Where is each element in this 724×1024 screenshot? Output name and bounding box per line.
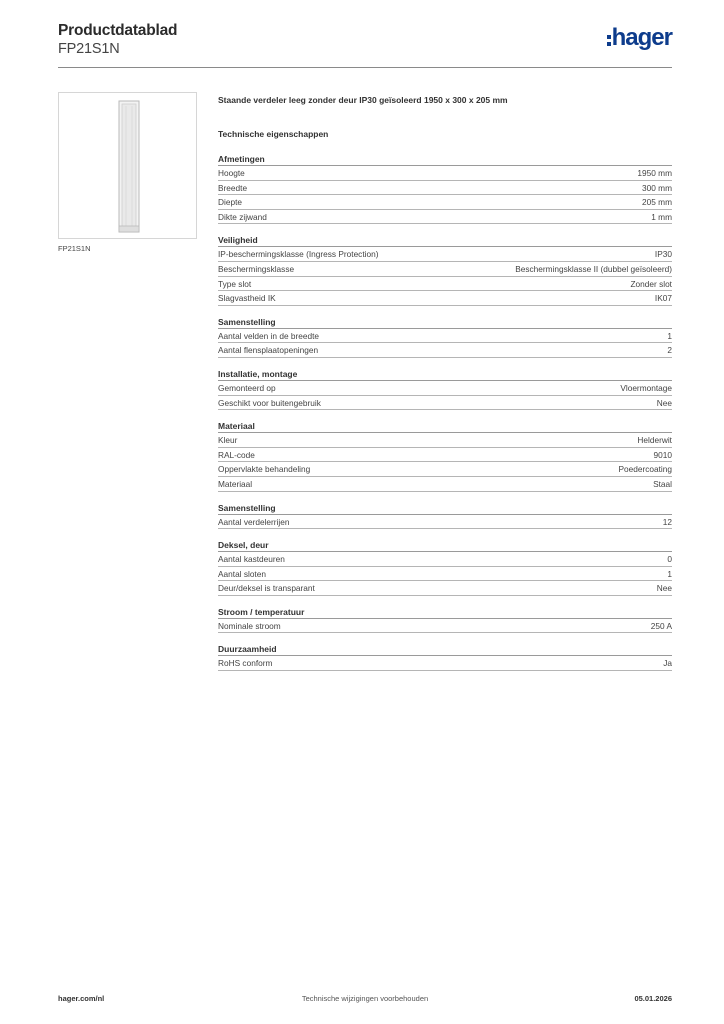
spec-group [218, 235, 672, 305]
spec-group-title: Materiaal [218, 421, 672, 433]
spec-label: Aantal velden in de breedte [218, 330, 320, 341]
spec-row [218, 247, 672, 262]
spec-label: Beschermingsklasse [218, 263, 295, 274]
spec-group [218, 607, 672, 634]
spec-row [218, 656, 672, 671]
spec-value: 300 mm [642, 182, 672, 193]
spec-label: Aantal kastdeuren [218, 554, 285, 565]
spec-value: 205 mm [642, 197, 672, 208]
spec-value: IK07 [654, 293, 672, 304]
spec-value: IP30 [654, 249, 672, 260]
spec-label: Aantal sloten [218, 568, 266, 579]
spec-row [218, 396, 672, 411]
spec-label: Gemonteerd op [218, 382, 276, 393]
spec-row [218, 448, 672, 463]
spec-value: Zonder slot [630, 278, 672, 289]
spec-value: Helderwit [637, 435, 672, 446]
spec-value: Poedercoating [618, 464, 672, 475]
spec-group-title: Installatie, montage [218, 369, 672, 381]
spec-label: IP-beschermingsklasse (Ingress Protection) [218, 249, 379, 260]
logo-dots-icon [607, 35, 611, 46]
spec-row [218, 262, 672, 277]
spec-value: Vloermontage [620, 382, 672, 393]
spec-value: 1 [667, 330, 672, 341]
spec-value: 12 [662, 516, 672, 527]
spec-group-title: Duurzaamheid [218, 644, 672, 656]
spec-label: Breedte [218, 182, 248, 193]
page-header [58, 22, 672, 68]
spec-group [218, 503, 672, 530]
spec-label: Dikte zijwand [218, 211, 267, 222]
section-technical: Technische eigenschappen [218, 129, 329, 139]
spec-value: 9010 [653, 449, 672, 460]
product-code: FP21S1N [58, 41, 120, 57]
spec-group-title: Samenstelling [218, 503, 672, 515]
spec-row [218, 291, 672, 306]
image-caption: FP21S1N [58, 244, 91, 253]
spec-row [218, 343, 672, 358]
spec-row [218, 166, 672, 181]
spec-row [218, 181, 672, 196]
spec-value: Ja [663, 658, 672, 669]
spec-group [218, 317, 672, 358]
spec-group [218, 154, 672, 224]
spec-group [218, 369, 672, 410]
spec-value: Nee [656, 397, 672, 408]
spec-group [218, 644, 672, 671]
spec-value: Staal [653, 478, 672, 489]
spec-value: 1950 mm [637, 168, 672, 178]
spec-row [218, 567, 672, 582]
spec-row [218, 329, 672, 344]
spec-group [218, 540, 672, 596]
spec-row [218, 433, 672, 448]
spec-content [218, 95, 672, 671]
spec-label: Aantal verdelerrijen [218, 516, 290, 527]
spec-label: RoHS conform [218, 658, 273, 669]
spec-group-title: Deksel, deur [218, 540, 672, 552]
footer-date: 05.01.2026 [634, 994, 672, 1003]
product-image [58, 92, 197, 239]
spec-label: Kleur [218, 435, 238, 446]
hager-logo [607, 26, 672, 50]
spec-label: Hoogte [218, 168, 245, 178]
spec-value: 2 [667, 345, 672, 356]
spec-group-title: Stroom / temperatuur [218, 607, 672, 619]
spec-value: 1 [667, 568, 672, 579]
footer-website[interactable]: hager.com/nl [58, 994, 105, 1003]
spec-label: Geschikt voor buitengebruik [218, 397, 321, 408]
spec-label: Aantal flensplaatopeningen [218, 345, 319, 356]
spec-groups [218, 154, 672, 671]
spec-label: Diepte [218, 197, 242, 208]
spec-group [218, 421, 672, 491]
spec-row [218, 195, 672, 210]
spec-label: Oppervlakte behandeling [218, 464, 311, 475]
spec-group-title: Afmetingen [218, 154, 672, 166]
spec-value: 250 A [650, 620, 672, 631]
spec-row [218, 619, 672, 634]
spec-row [218, 581, 672, 596]
spec-group-title: Samenstelling [218, 317, 672, 329]
page-title: Productdatablad [58, 22, 178, 39]
spec-value: 1 mm [651, 211, 672, 222]
spec-group-title: Veiligheid [218, 235, 672, 247]
spec-label: RAL-code [218, 449, 255, 460]
spec-row [218, 552, 672, 567]
product-description: Staande verdeler leeg zonder deur IP30 geïsoleerd 1950 x 300 x 205 mm [218, 95, 508, 105]
spec-label: Materiaal [218, 478, 253, 489]
spec-label: Deur/deksel is transparant [218, 583, 315, 594]
spec-value: Nee [656, 583, 672, 594]
spec-row [218, 462, 672, 477]
spec-label: Type slot [218, 278, 252, 289]
spec-value: 0 [667, 554, 672, 565]
footer-disclaimer: Technische wijzigingen voorbehouden [301, 994, 429, 1003]
spec-row [218, 515, 672, 530]
spec-row [218, 381, 672, 396]
header-divider [58, 67, 672, 68]
spec-label: Slagvastheid IK [218, 293, 276, 304]
spec-row [218, 277, 672, 292]
spec-value: Beschermingsklasse II (dubbel geïsoleerd) [515, 263, 672, 274]
floor-cabinet-icon [118, 100, 140, 233]
spec-row [218, 477, 672, 492]
logo-text: hager [611, 24, 672, 51]
spec-label: Nominale stroom [218, 620, 281, 631]
spec-row [218, 210, 672, 225]
